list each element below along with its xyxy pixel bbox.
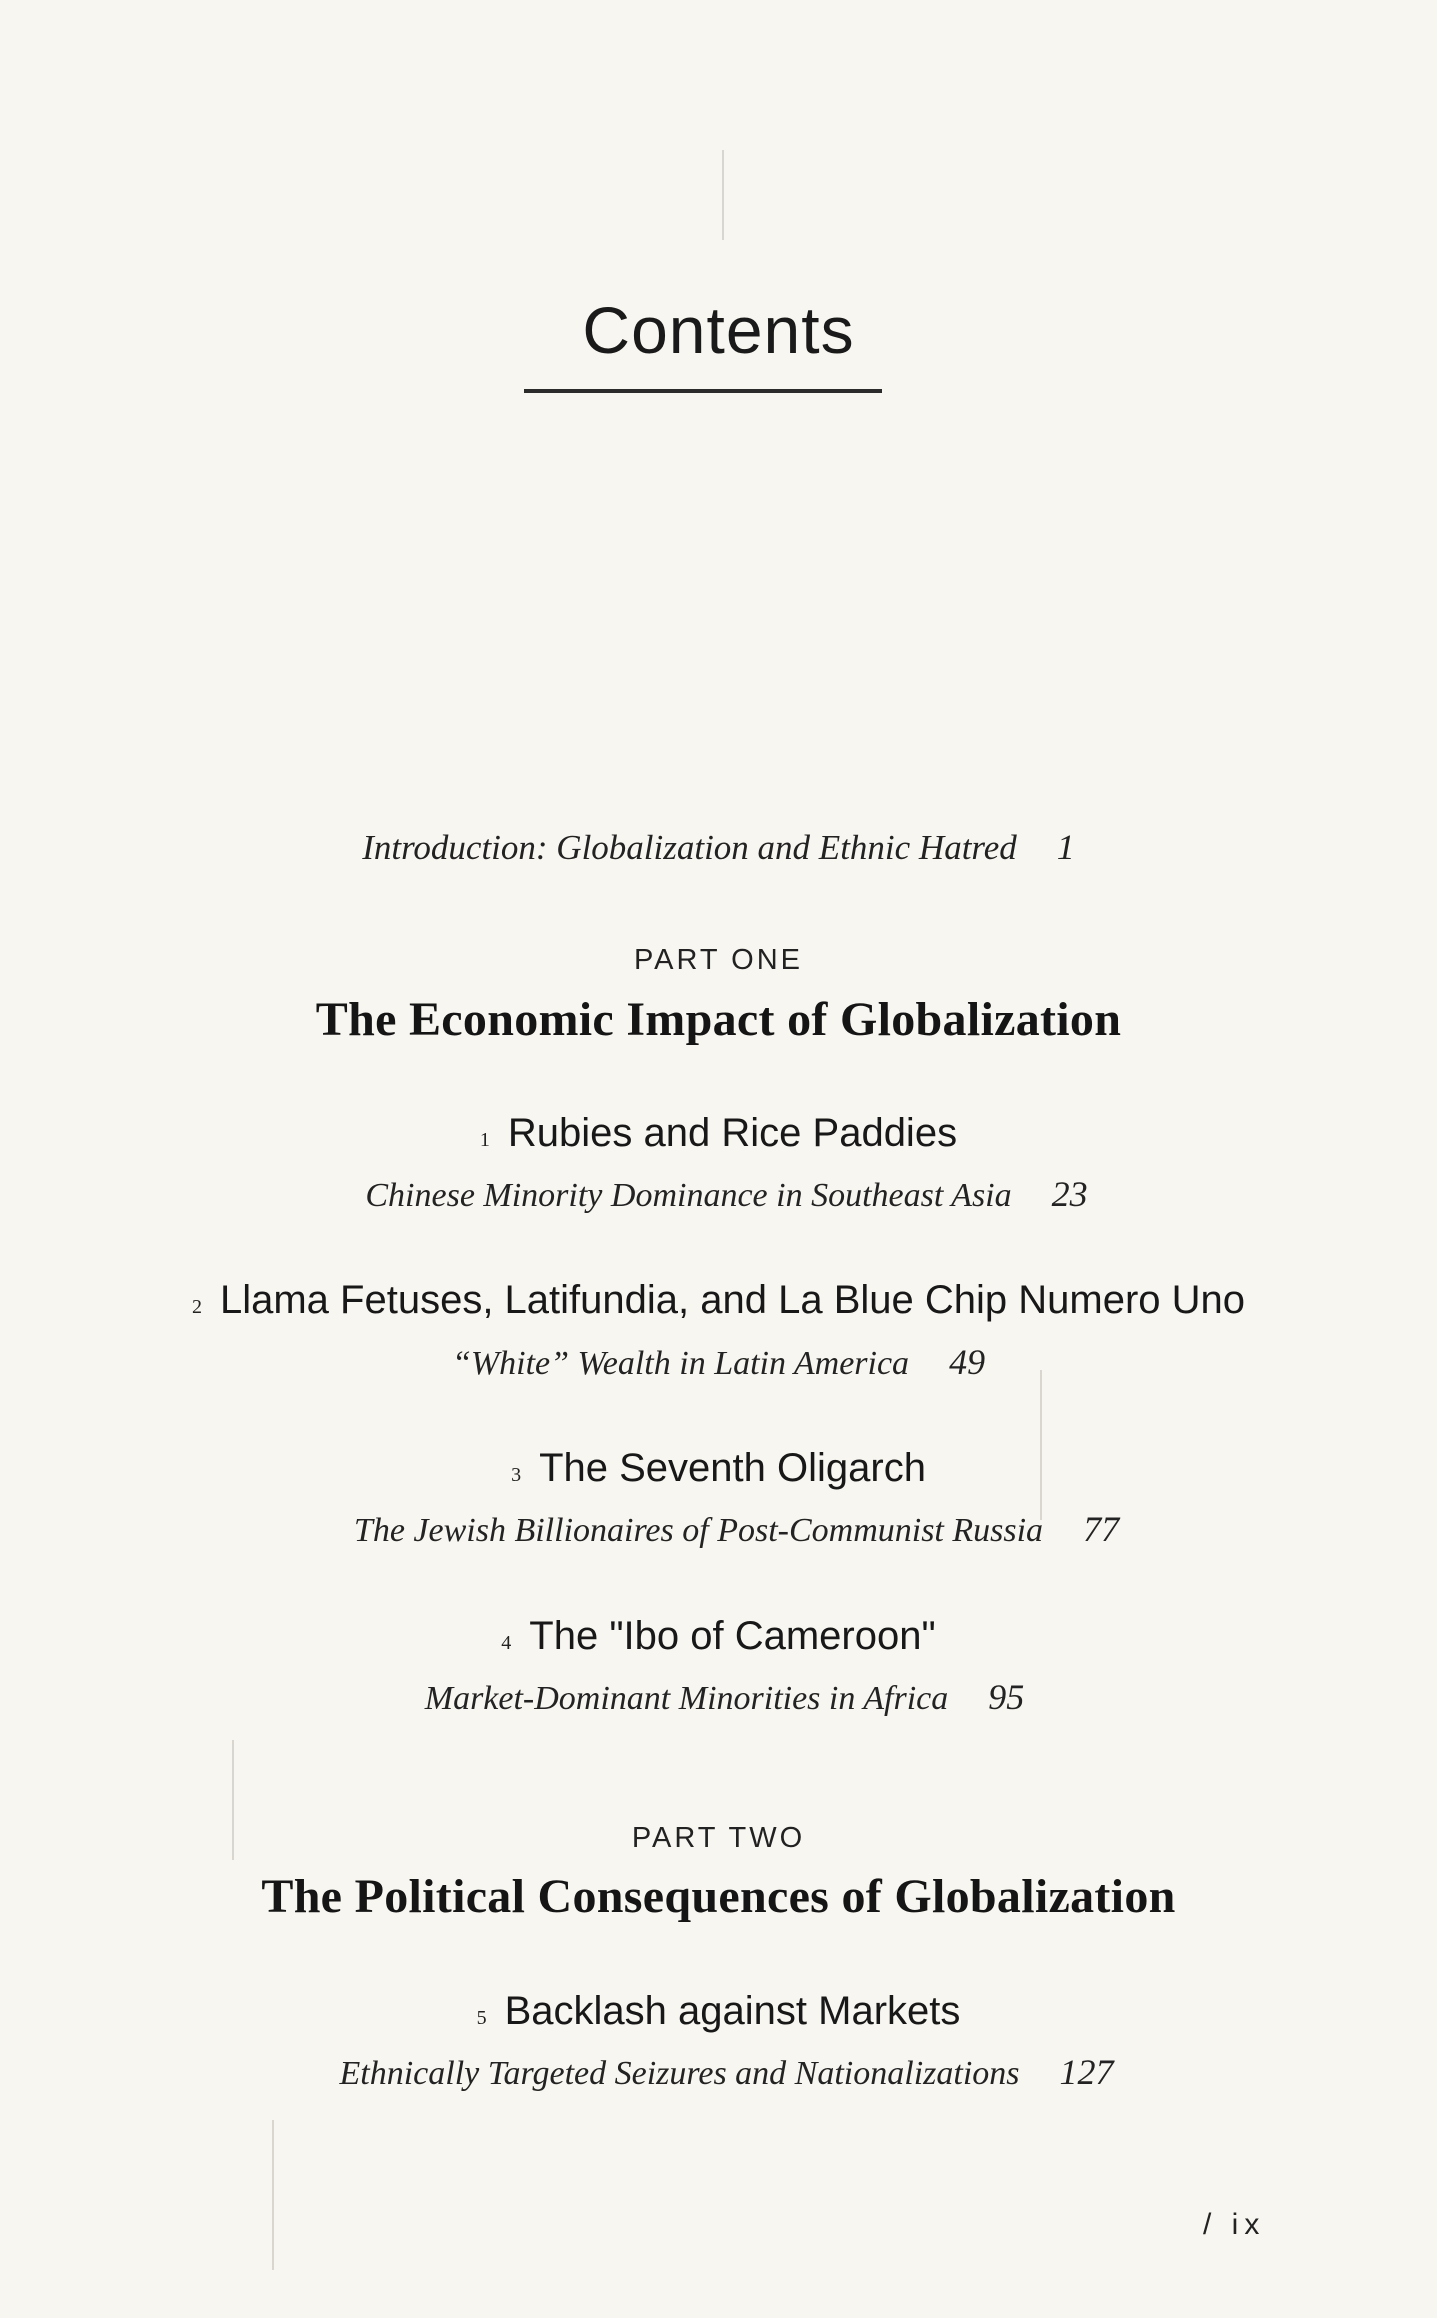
chapter-subtitle: Chinese Minority Dominance in Southeast Asia xyxy=(365,1177,1012,1214)
chapter-page-number: 127 xyxy=(1059,2052,1114,2092)
chapter-title: Rubies and Rice Paddies xyxy=(507,1111,958,1155)
introduction-page-number: 1 xyxy=(1056,827,1075,867)
chapter-number: 3 xyxy=(511,1464,522,1486)
chapter-subtitle: “White” Wealth in Latin America xyxy=(451,1345,910,1382)
toc-entry-chapter-1[interactable] xyxy=(0,1111,1437,1156)
chapter-1-subtitle-line xyxy=(8,1173,1437,1215)
chapter-page-number: 49 xyxy=(949,1342,986,1382)
toc-entry-introduction[interactable] xyxy=(0,826,1437,868)
scan-artifact xyxy=(272,2120,274,2270)
toc-entry-chapter-4[interactable] xyxy=(0,1614,1437,1659)
chapter-5-subtitle-line xyxy=(8,2051,1437,2093)
toc-entry-chapter-5[interactable] xyxy=(0,1989,1437,2034)
toc-entry-chapter-2[interactable] xyxy=(0,1278,1437,1323)
part-one-label: PART ONE xyxy=(633,944,804,976)
chapter-number: 5 xyxy=(476,2007,487,2029)
chapter-subtitle: The Jewish Billionaires of Post-Communist Russia xyxy=(353,1512,1044,1549)
chapter-number: 1 xyxy=(479,1129,490,1151)
chapter-title: The "Ibo of Cameroon" xyxy=(529,1614,936,1658)
introduction-title: Introduction: Globalization and Ethnic Hatred xyxy=(362,828,1017,867)
chapter-2-subtitle-line xyxy=(0,1341,1437,1383)
toc-entry-chapter-3[interactable] xyxy=(0,1446,1437,1491)
page-title: Contents xyxy=(582,293,855,367)
part-one-title: The Economic Impact of Globalization xyxy=(315,993,1122,1046)
chapter-subtitle: Ethnically Targeted Seizures and Nationalizations xyxy=(339,2055,1020,2092)
chapter-title: Llama Fetuses, Latifundia, and La Blue Chip Numero Uno xyxy=(219,1278,1246,1322)
chapter-page-number: 77 xyxy=(1083,1509,1120,1549)
chapter-title: The Seventh Oligarch xyxy=(539,1446,926,1490)
chapter-4-subtitle-line xyxy=(6,1676,1437,1718)
chapter-page-number: 23 xyxy=(1051,1174,1088,1214)
title-underline xyxy=(524,389,882,393)
page-folio: / ix xyxy=(1203,2208,1266,2241)
part-two-title: The Political Consequences of Globalization xyxy=(261,1870,1176,1923)
chapter-title: Backlash against Markets xyxy=(504,1989,961,2033)
part-two-label: PART TWO xyxy=(631,1822,806,1854)
scan-artifact xyxy=(1040,1370,1042,1520)
chapter-3-subtitle-line xyxy=(18,1508,1437,1550)
chapter-number: 4 xyxy=(501,1632,512,1654)
chapter-page-number: 95 xyxy=(988,1677,1025,1717)
chapter-subtitle: Market-Dominant Minorities in Africa xyxy=(424,1680,949,1717)
chapter-number: 2 xyxy=(191,1296,202,1318)
scan-artifact xyxy=(722,150,724,240)
